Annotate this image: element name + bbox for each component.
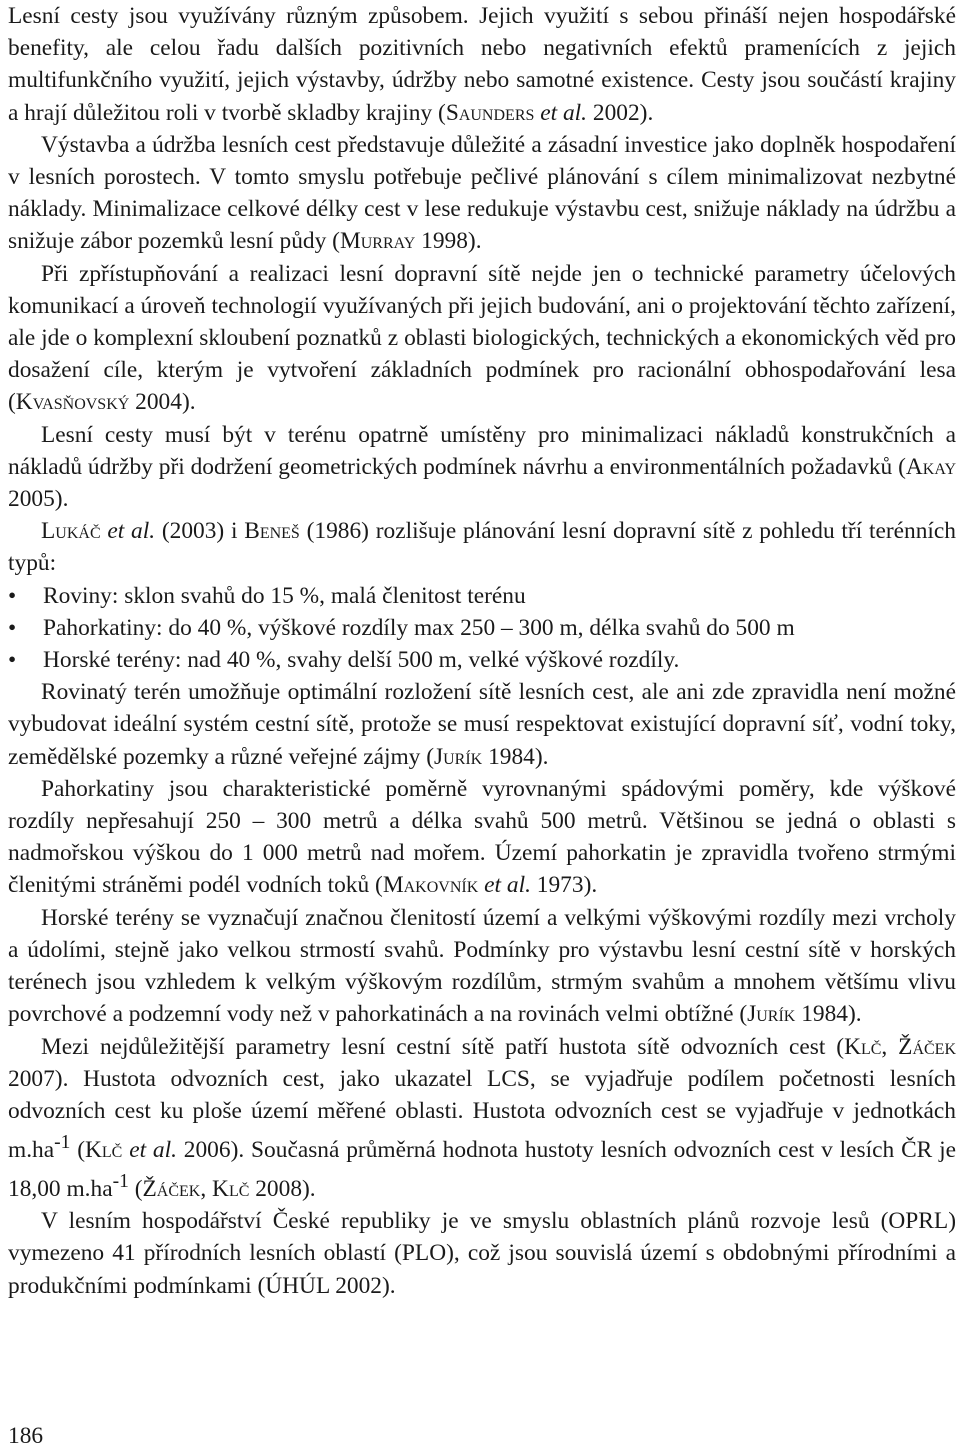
paragraph-p4 [8, 419, 956, 516]
list-item-text: Horské terény: nad 40 %, svahy delší 500 m, velké výškové rozdíly. [43, 647, 680, 674]
paragraph-p1 [8, 0, 956, 129]
paragraphs-before-list [8, 0, 956, 580]
list-item-text: Roviny: sklon svahů do 15 %, malá členitost terénu [43, 582, 526, 609]
terrain-types-list [8, 580, 956, 677]
text-run: V lesním hospodářství České republiky je ve smyslu oblastních plánů rozvoje lesů (OPRL) vymezeno 41 přírodních lesních oblastí (PLO), což jsou souvislá území s obdobnými přírodními a produkčními podmínkami (ÚHÚL 2002). [8, 1208, 956, 1299]
bullet-icon: • [8, 647, 17, 674]
list-item [8, 580, 956, 612]
text-run: 2006). Současná průměrná hodnota hustoty lesních odvozních cest v lesích ČR je 18,00 m.ha [8, 1136, 956, 1202]
italic-text: et al. [484, 872, 531, 899]
text-run: 1998). [415, 228, 482, 255]
paragraph-p5 [8, 515, 956, 579]
italic-text: et al. [129, 1136, 177, 1163]
list-item [8, 644, 956, 676]
text-run: , [200, 1175, 213, 1202]
text-run: Horské terény se vyznačují značnou členitostí území a velkými výškovými rozdíly mezi vrcholy a údolími, stejně jako velkou strmostí svahů. Podmínky pro výstavbu lesní cestní sítě v horských terénech jsou vzhledem k velkým výškovým rozdílům, strmým svahům a mnohem většímu vlivu povrchové a podzemní vody než v pahorkatinách a na rovinách velmi obtížné ( [8, 904, 956, 1028]
bullet-icon: • [8, 582, 17, 609]
author-name: Akay [905, 453, 956, 480]
author-name: Klč [212, 1175, 250, 1202]
bullet-icon: • [8, 614, 17, 641]
author-name: Žáček [898, 1033, 957, 1060]
author-name: Žáček [142, 1175, 201, 1202]
text-run: 1973). [530, 872, 598, 899]
italic-text: et al. [540, 99, 588, 126]
text-run: (1986) rozlišuje plánování lesní dopravní sítě z pohledu tří terénních typů: [8, 518, 956, 577]
author-name: Saunders [445, 99, 535, 126]
superscript: -1 [54, 1132, 71, 1154]
italic-text: et al. [107, 518, 156, 545]
text-run: Lesní cesty jsou využívány různým způsobem. Jejich využití s sebou přináší nejen hospodářské benefity, ale celou řadu dalších pozitivních nebo negativních efektů pramenících z jejich multifunkčního využití, jejich výstavby, údržby nebo samotné existence. Cesty jsou součástí krajiny a hrají důležitou roli v tvorbě skladby krajiny ( [8, 3, 956, 126]
author-name: Jurík [434, 743, 483, 770]
author-name: Jurík [747, 1001, 796, 1028]
text-run: ( [128, 1175, 143, 1202]
text-run: Rovinatý terén umožňuje optimální rozložení sítě lesních cest, ale ani zde zpravidla není možné vybudovat ideální systém cestní sítě, protože se musí respektovat existující dopravní síť, vodní toky, zemědělské pozemky a různé veřejné zájmy ( [8, 679, 956, 770]
superscript: -1 [112, 1171, 129, 1193]
author-name: Makovník [382, 872, 479, 899]
text-run: 2002). [587, 99, 654, 126]
text-run: 1984). [795, 1001, 862, 1028]
text-run: Při zpřístupňování a realizaci lesní dopravní sítě nejde jen o technické parametry účelových komunikací a úroveň technologií využívaných při jejich budování, ani o projektování těchto zařízení, ale jde o komplexní skloubení poznatků z oblasti biologických, technických a ekonomických věd pro dosažení cíle, kterým je vytvoření základních podmínek pro racionální obhospodařování lesa ( [8, 260, 956, 416]
page-number: 186 [8, 1423, 44, 1449]
paragraph-p2 [8, 129, 956, 258]
paragraph-p9 [8, 1031, 956, 1206]
text-run: Mezi nejdůležitější parametry lesní cestní sítě patří hustota sítě odvozních cest ( [41, 1033, 845, 1060]
paragraph-p3 [8, 258, 956, 419]
author-name: Kvasňovský [15, 389, 130, 416]
list-item [8, 612, 956, 644]
text-run: 2005). [8, 486, 69, 513]
paragraph-p6 [8, 676, 956, 773]
list-item-text: Pahorkatiny: do 40 %, výškové rozdíly max 250 – 300 m, délka svahů do 500 m [43, 614, 795, 641]
text-run: 2007). Hustota odvozních cest, jako ukazatel LCS, se vyjadřuje podílem početnosti lesních odvozních cest ku ploše území měřené oblasti. Hustota odvozních cest se vyjadřuje v jednotkách m.ha [8, 1065, 956, 1163]
text-run: Pahorkatiny jsou charakteristické poměrně vyrovnanými spádovými poměry, kde výškové rozdíly nepřesahují 250 – 300 metrů a délka svahů 500 metrů. Většinou se jedná o oblasti s nadmořskou výškou do 1 000 metrů nad mořem. Území pahorkatin je zpravidla tvořeno strmými členitými stráněmi podél vodních toků ( [8, 775, 956, 899]
text-run: Výstavba a údržba lesních cest představuje důležité a zásadní investice jako doplněk hospodaření v lesních porostech. V tomto smyslu potřebuje pečlivé plánování s cílem minimalizovat nezbytné náklady. Minimalizace celkové délky cest v lese redukuje výstavbu cest, snižuje náklady na údržbu a snižuje zábor pozemků lesní půdy ( [8, 131, 956, 255]
text-run: 2004). [129, 389, 196, 416]
paragraphs-after-list [8, 676, 956, 1301]
text-run: Lesní cesty musí být v terénu opatrně umístěny pro minimalizaci nákladů konstrukčních a nákladů údržby při dodržení geometrických podmínek návrhu a environmentálních požadavků ( [8, 421, 956, 480]
author-name: Klč [85, 1136, 123, 1163]
author-name: Klč [844, 1033, 882, 1060]
paragraph-p8 [8, 902, 956, 1031]
body-text [8, 0, 956, 1302]
paragraph-p10 [8, 1205, 956, 1302]
text-run: 2008). [249, 1175, 316, 1202]
text-run: , [881, 1033, 899, 1060]
author-name: Beneš [244, 518, 300, 545]
author-name: Murray [339, 228, 416, 255]
text-run: (2003) i [155, 518, 245, 545]
author-name: Lukáč [41, 518, 101, 545]
paragraph-p7 [8, 773, 956, 902]
text-run: 1984). [482, 743, 549, 770]
text-run: ( [70, 1136, 85, 1163]
